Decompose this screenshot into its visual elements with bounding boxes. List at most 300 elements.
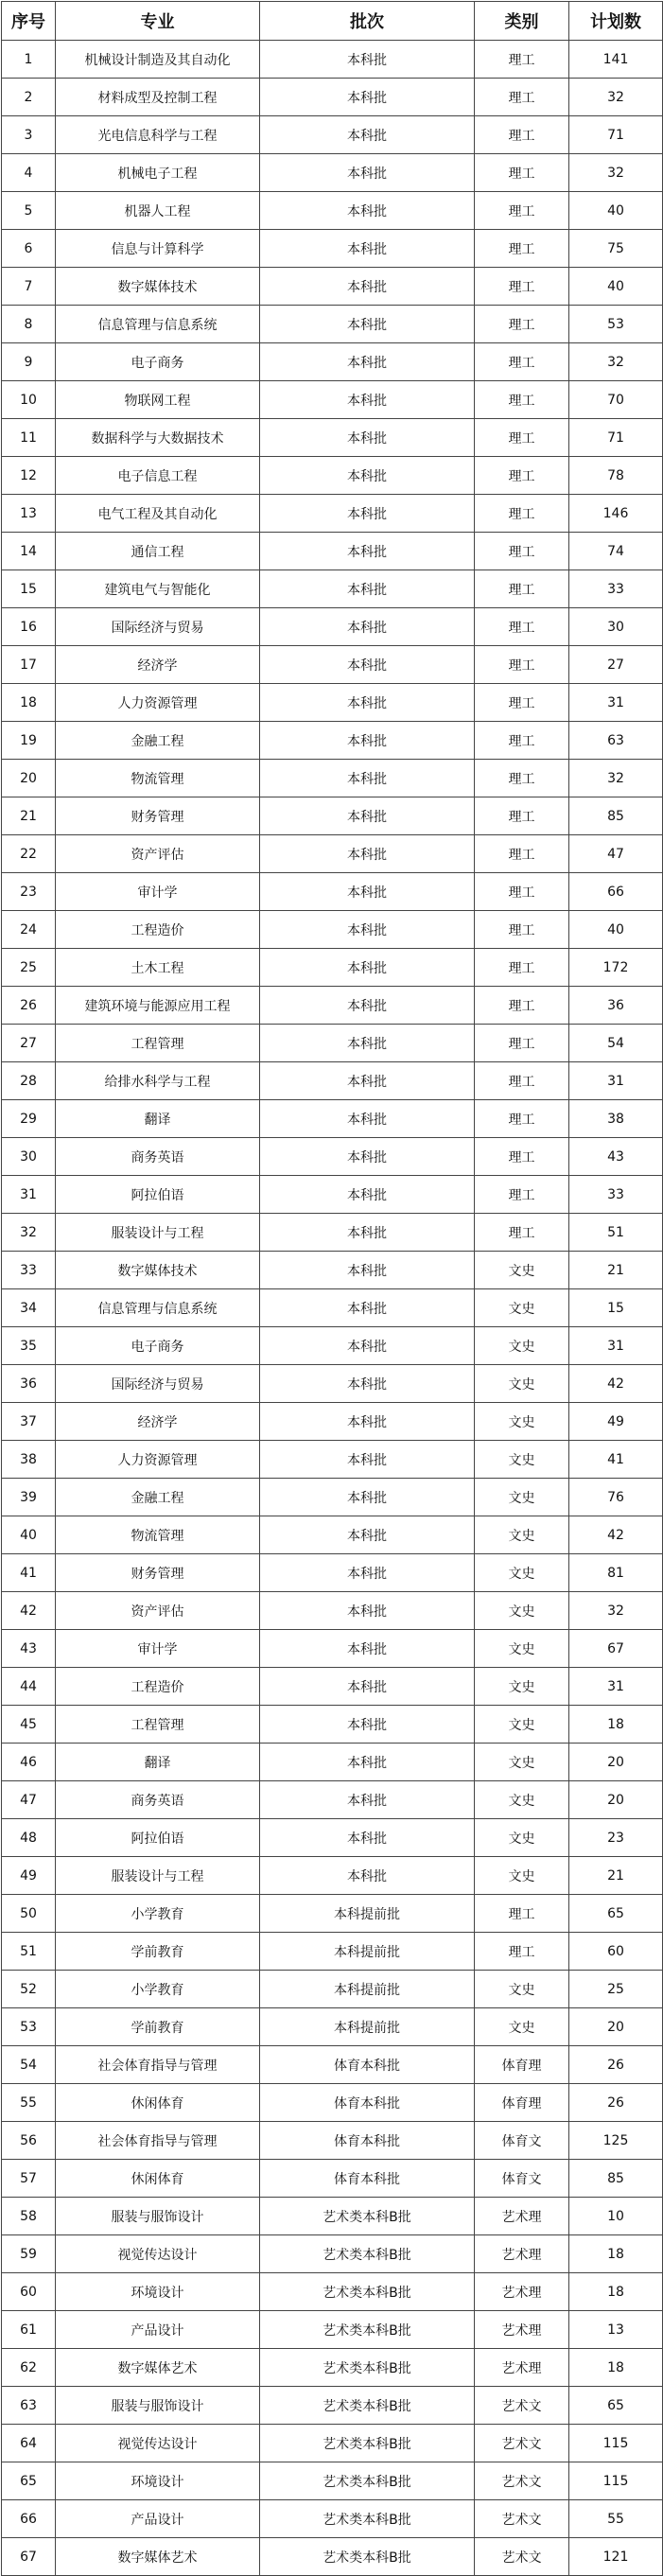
cell-plan-count: 85 xyxy=(569,2160,663,2198)
cell-index: 49 xyxy=(2,1857,56,1895)
cell-category: 文史 xyxy=(475,1744,569,1781)
header-row xyxy=(2,2,663,41)
cell-index: 19 xyxy=(2,722,56,760)
cell-plan-count: 60 xyxy=(569,1933,663,1971)
cell-plan-count: 67 xyxy=(569,1630,663,1668)
cell-index: 41 xyxy=(2,1554,56,1592)
cell-major: 学前教育 xyxy=(56,1933,260,1971)
cell-batch: 本科批 xyxy=(260,1100,475,1138)
cell-major: 阿拉伯语 xyxy=(56,1819,260,1857)
cell-batch: 本科批 xyxy=(260,1403,475,1441)
cell-major: 信息管理与信息系统 xyxy=(56,1289,260,1327)
cell-category: 理工 xyxy=(475,419,569,457)
table-row xyxy=(2,2008,663,2046)
cell-category: 理工 xyxy=(475,116,569,154)
table-row xyxy=(2,1744,663,1781)
cell-index: 26 xyxy=(2,987,56,1025)
cell-index: 20 xyxy=(2,760,56,797)
cell-category: 理工 xyxy=(475,533,569,570)
header-plan-count: 计划数 xyxy=(569,2,663,41)
cell-index: 42 xyxy=(2,1592,56,1630)
cell-category: 理工 xyxy=(475,495,569,533)
table-row xyxy=(2,2084,663,2122)
cell-category: 文史 xyxy=(475,1592,569,1630)
cell-major: 电子商务 xyxy=(56,1327,260,1365)
cell-batch: 本科批 xyxy=(260,873,475,911)
cell-plan-count: 146 xyxy=(569,495,663,533)
cell-plan-count: 63 xyxy=(569,722,663,760)
cell-index: 38 xyxy=(2,1441,56,1479)
table-row xyxy=(2,2198,663,2235)
cell-index: 12 xyxy=(2,457,56,495)
cell-category: 理工 xyxy=(475,79,569,116)
cell-index: 11 xyxy=(2,419,56,457)
cell-plan-count: 81 xyxy=(569,1554,663,1592)
table-row xyxy=(2,1289,663,1327)
table-row xyxy=(2,646,663,684)
cell-plan-count: 71 xyxy=(569,116,663,154)
table-row xyxy=(2,1025,663,1062)
cell-plan-count: 32 xyxy=(569,760,663,797)
table-row xyxy=(2,343,663,381)
cell-category: 文史 xyxy=(475,1971,569,2008)
header-major: 专业 xyxy=(56,2,260,41)
cell-batch: 本科批 xyxy=(260,949,475,987)
table-row xyxy=(2,1857,663,1895)
cell-plan-count: 32 xyxy=(569,343,663,381)
table-row xyxy=(2,1214,663,1252)
cell-category: 文史 xyxy=(475,1441,569,1479)
cell-plan-count: 18 xyxy=(569,2273,663,2311)
cell-category: 文史 xyxy=(475,1668,569,1706)
table-row xyxy=(2,495,663,533)
cell-batch: 艺术类本科B批 xyxy=(260,2538,475,2576)
cell-batch: 本科批 xyxy=(260,1252,475,1289)
cell-major: 光电信息科学与工程 xyxy=(56,116,260,154)
cell-major: 商务英语 xyxy=(56,1138,260,1176)
cell-major: 国际经济与贸易 xyxy=(56,1365,260,1403)
cell-category: 理工 xyxy=(475,306,569,343)
cell-index: 22 xyxy=(2,835,56,873)
cell-category: 文史 xyxy=(475,2008,569,2046)
cell-category: 文史 xyxy=(475,1516,569,1554)
cell-plan-count: 42 xyxy=(569,1365,663,1403)
cell-index: 39 xyxy=(2,1479,56,1516)
cell-batch: 本科批 xyxy=(260,41,475,79)
table-row xyxy=(2,1895,663,1933)
cell-major: 阿拉伯语 xyxy=(56,1176,260,1214)
cell-index: 51 xyxy=(2,1933,56,1971)
cell-index: 8 xyxy=(2,306,56,343)
cell-plan-count: 25 xyxy=(569,1971,663,2008)
cell-category: 文史 xyxy=(475,1630,569,1668)
cell-plan-count: 31 xyxy=(569,684,663,722)
table-row xyxy=(2,419,663,457)
table-row xyxy=(2,1933,663,1971)
cell-index: 57 xyxy=(2,2160,56,2198)
cell-batch: 艺术类本科B批 xyxy=(260,2500,475,2538)
cell-major: 建筑环境与能源应用工程 xyxy=(56,987,260,1025)
cell-category: 理工 xyxy=(475,1895,569,1933)
cell-plan-count: 36 xyxy=(569,987,663,1025)
cell-plan-count: 47 xyxy=(569,835,663,873)
cell-batch: 艺术类本科B批 xyxy=(260,2387,475,2425)
cell-category: 艺术文 xyxy=(475,2538,569,2576)
table-row xyxy=(2,2538,663,2576)
cell-category: 理工 xyxy=(475,268,569,306)
cell-plan-count: 26 xyxy=(569,2084,663,2122)
cell-major: 环境设计 xyxy=(56,2462,260,2500)
cell-index: 53 xyxy=(2,2008,56,2046)
cell-batch: 本科批 xyxy=(260,608,475,646)
cell-index: 13 xyxy=(2,495,56,533)
cell-major: 金融工程 xyxy=(56,1479,260,1516)
cell-major: 翻译 xyxy=(56,1100,260,1138)
table-body xyxy=(2,41,663,2576)
cell-batch: 本科批 xyxy=(260,343,475,381)
cell-category: 理工 xyxy=(475,1138,569,1176)
cell-plan-count: 43 xyxy=(569,1138,663,1176)
cell-index: 27 xyxy=(2,1025,56,1062)
cell-batch: 本科批 xyxy=(260,1365,475,1403)
table-row xyxy=(2,1252,663,1289)
table-row xyxy=(2,2349,663,2387)
cell-major: 服装设计与工程 xyxy=(56,1857,260,1895)
table-row xyxy=(2,230,663,268)
cell-batch: 本科批 xyxy=(260,646,475,684)
cell-plan-count: 10 xyxy=(569,2198,663,2235)
cell-batch: 本科批 xyxy=(260,306,475,343)
cell-index: 31 xyxy=(2,1176,56,1214)
table-row xyxy=(2,2273,663,2311)
table-row xyxy=(2,306,663,343)
cell-batch: 本科批 xyxy=(260,230,475,268)
cell-major: 视觉传达设计 xyxy=(56,2235,260,2273)
table-row xyxy=(2,1554,663,1592)
cell-plan-count: 20 xyxy=(569,2008,663,2046)
cell-category: 理工 xyxy=(475,722,569,760)
table-row xyxy=(2,873,663,911)
cell-batch: 本科批 xyxy=(260,1176,475,1214)
cell-index: 15 xyxy=(2,570,56,608)
cell-batch: 本科批 xyxy=(260,268,475,306)
table-row xyxy=(2,457,663,495)
cell-batch: 本科批 xyxy=(260,419,475,457)
cell-batch: 艺术类本科B批 xyxy=(260,2198,475,2235)
cell-plan-count: 41 xyxy=(569,1441,663,1479)
cell-index: 55 xyxy=(2,2084,56,2122)
cell-batch: 本科批 xyxy=(260,1630,475,1668)
cell-batch: 本科提前批 xyxy=(260,2008,475,2046)
cell-category: 文史 xyxy=(475,1857,569,1895)
cell-major: 工程造价 xyxy=(56,911,260,949)
cell-batch: 艺术类本科B批 xyxy=(260,2425,475,2462)
cell-plan-count: 66 xyxy=(569,873,663,911)
table-row xyxy=(2,797,663,835)
cell-index: 62 xyxy=(2,2349,56,2387)
cell-major: 服装设计与工程 xyxy=(56,1214,260,1252)
cell-plan-count: 23 xyxy=(569,1819,663,1857)
cell-plan-count: 40 xyxy=(569,911,663,949)
cell-category: 理工 xyxy=(475,987,569,1025)
cell-plan-count: 172 xyxy=(569,949,663,987)
cell-plan-count: 21 xyxy=(569,1252,663,1289)
cell-plan-count: 55 xyxy=(569,2500,663,2538)
cell-major: 小学教育 xyxy=(56,1971,260,2008)
cell-batch: 本科批 xyxy=(260,1668,475,1706)
cell-index: 5 xyxy=(2,192,56,230)
cell-category: 文史 xyxy=(475,1554,569,1592)
cell-major: 资产评估 xyxy=(56,835,260,873)
cell-batch: 本科批 xyxy=(260,495,475,533)
cell-batch: 本科批 xyxy=(260,1062,475,1100)
cell-plan-count: 32 xyxy=(569,1592,663,1630)
cell-index: 25 xyxy=(2,949,56,987)
cell-batch: 本科提前批 xyxy=(260,1895,475,1933)
cell-index: 60 xyxy=(2,2273,56,2311)
cell-batch: 本科批 xyxy=(260,835,475,873)
cell-category: 理工 xyxy=(475,873,569,911)
cell-category: 理工 xyxy=(475,41,569,79)
cell-major: 信息管理与信息系统 xyxy=(56,306,260,343)
cell-index: 54 xyxy=(2,2046,56,2084)
cell-batch: 本科批 xyxy=(260,1857,475,1895)
cell-plan-count: 40 xyxy=(569,268,663,306)
cell-index: 40 xyxy=(2,1516,56,1554)
table-row xyxy=(2,192,663,230)
cell-plan-count: 30 xyxy=(569,608,663,646)
cell-plan-count: 18 xyxy=(569,2235,663,2273)
cell-index: 36 xyxy=(2,1365,56,1403)
table-row xyxy=(2,2311,663,2349)
cell-major: 数字媒体技术 xyxy=(56,268,260,306)
cell-plan-count: 32 xyxy=(569,79,663,116)
table-row xyxy=(2,608,663,646)
cell-index: 21 xyxy=(2,797,56,835)
cell-major: 人力资源管理 xyxy=(56,684,260,722)
cell-major: 给排水科学与工程 xyxy=(56,1062,260,1100)
table-row xyxy=(2,79,663,116)
cell-category: 理工 xyxy=(475,1176,569,1214)
cell-index: 50 xyxy=(2,1895,56,1933)
cell-major: 物流管理 xyxy=(56,1516,260,1554)
cell-batch: 本科批 xyxy=(260,192,475,230)
cell-plan-count: 31 xyxy=(569,1668,663,1706)
table-row xyxy=(2,154,663,192)
cell-major: 审计学 xyxy=(56,1630,260,1668)
cell-index: 44 xyxy=(2,1668,56,1706)
cell-major: 审计学 xyxy=(56,873,260,911)
table-row xyxy=(2,533,663,570)
table-row xyxy=(2,987,663,1025)
table-row xyxy=(2,2500,663,2538)
header-index: 序号 xyxy=(2,2,56,41)
cell-plan-count: 18 xyxy=(569,2349,663,2387)
cell-plan-count: 125 xyxy=(569,2122,663,2160)
cell-category: 理工 xyxy=(475,1933,569,1971)
cell-major: 工程管理 xyxy=(56,1706,260,1744)
cell-index: 29 xyxy=(2,1100,56,1138)
cell-batch: 本科提前批 xyxy=(260,1971,475,2008)
cell-batch: 本科提前批 xyxy=(260,1933,475,1971)
cell-category: 理工 xyxy=(475,230,569,268)
cell-index: 58 xyxy=(2,2198,56,2235)
cell-index: 30 xyxy=(2,1138,56,1176)
table-row xyxy=(2,1479,663,1516)
cell-index: 10 xyxy=(2,381,56,419)
cell-major: 环境设计 xyxy=(56,2273,260,2311)
table-row xyxy=(2,268,663,306)
table-row xyxy=(2,949,663,987)
cell-major: 商务英语 xyxy=(56,1781,260,1819)
cell-major: 工程造价 xyxy=(56,1668,260,1706)
cell-category: 理工 xyxy=(475,608,569,646)
cell-plan-count: 20 xyxy=(569,1744,663,1781)
table-row xyxy=(2,911,663,949)
cell-plan-count: 70 xyxy=(569,381,663,419)
cell-category: 艺术文 xyxy=(475,2462,569,2500)
cell-major: 休闲体育 xyxy=(56,2160,260,2198)
cell-plan-count: 115 xyxy=(569,2462,663,2500)
cell-plan-count: 18 xyxy=(569,1706,663,1744)
cell-category: 理工 xyxy=(475,684,569,722)
table-row xyxy=(2,1592,663,1630)
cell-plan-count: 27 xyxy=(569,646,663,684)
cell-index: 23 xyxy=(2,873,56,911)
cell-major: 数字媒体艺术 xyxy=(56,2538,260,2576)
cell-batch: 本科批 xyxy=(260,1744,475,1781)
cell-major: 经济学 xyxy=(56,646,260,684)
cell-batch: 本科批 xyxy=(260,1289,475,1327)
cell-index: 43 xyxy=(2,1630,56,1668)
cell-category: 体育文 xyxy=(475,2122,569,2160)
header-category: 类别 xyxy=(475,2,569,41)
cell-category: 艺术文 xyxy=(475,2387,569,2425)
table-row xyxy=(2,1327,663,1365)
cell-major: 服装与服饰设计 xyxy=(56,2198,260,2235)
table-row xyxy=(2,2235,663,2273)
cell-major: 金融工程 xyxy=(56,722,260,760)
cell-category: 艺术理 xyxy=(475,2349,569,2387)
cell-plan-count: 121 xyxy=(569,2538,663,2576)
cell-major: 材料成型及控制工程 xyxy=(56,79,260,116)
cell-index: 61 xyxy=(2,2311,56,2349)
table-row xyxy=(2,1062,663,1100)
cell-category: 理工 xyxy=(475,381,569,419)
cell-index: 67 xyxy=(2,2538,56,2576)
table-row xyxy=(2,2425,663,2462)
cell-batch: 艺术类本科B批 xyxy=(260,2273,475,2311)
cell-major: 国际经济与贸易 xyxy=(56,608,260,646)
cell-category: 体育文 xyxy=(475,2160,569,2198)
cell-category: 理工 xyxy=(475,1100,569,1138)
cell-major: 产品设计 xyxy=(56,2311,260,2349)
cell-batch: 本科批 xyxy=(260,570,475,608)
cell-category: 文史 xyxy=(475,1327,569,1365)
cell-plan-count: 38 xyxy=(569,1100,663,1138)
cell-index: 33 xyxy=(2,1252,56,1289)
cell-major: 小学教育 xyxy=(56,1895,260,1933)
table-row xyxy=(2,1668,663,1706)
cell-index: 63 xyxy=(2,2387,56,2425)
table-row xyxy=(2,1971,663,2008)
table-row xyxy=(2,1100,663,1138)
cell-batch: 本科批 xyxy=(260,1479,475,1516)
cell-category: 体育理 xyxy=(475,2084,569,2122)
table-row xyxy=(2,116,663,154)
cell-category: 文史 xyxy=(475,1289,569,1327)
cell-plan-count: 51 xyxy=(569,1214,663,1252)
cell-plan-count: 65 xyxy=(569,2387,663,2425)
cell-index: 66 xyxy=(2,2500,56,2538)
cell-category: 文史 xyxy=(475,1365,569,1403)
cell-batch: 艺术类本科B批 xyxy=(260,2311,475,2349)
cell-category: 体育理 xyxy=(475,2046,569,2084)
cell-index: 28 xyxy=(2,1062,56,1100)
table-row xyxy=(2,684,663,722)
cell-category: 理工 xyxy=(475,343,569,381)
cell-index: 16 xyxy=(2,608,56,646)
cell-major: 数字媒体艺术 xyxy=(56,2349,260,2387)
cell-plan-count: 71 xyxy=(569,419,663,457)
cell-major: 数字媒体技术 xyxy=(56,1252,260,1289)
cell-plan-count: 42 xyxy=(569,1516,663,1554)
cell-category: 理工 xyxy=(475,1025,569,1062)
cell-index: 2 xyxy=(2,79,56,116)
cell-batch: 本科批 xyxy=(260,1592,475,1630)
cell-index: 4 xyxy=(2,154,56,192)
table-row xyxy=(2,1819,663,1857)
cell-batch: 本科批 xyxy=(260,116,475,154)
cell-plan-count: 65 xyxy=(569,1895,663,1933)
cell-major: 物联网工程 xyxy=(56,381,260,419)
cell-category: 艺术文 xyxy=(475,2425,569,2462)
table-row xyxy=(2,1138,663,1176)
cell-batch: 本科批 xyxy=(260,1516,475,1554)
cell-index: 9 xyxy=(2,343,56,381)
cell-batch: 本科批 xyxy=(260,1554,475,1592)
cell-major: 物流管理 xyxy=(56,760,260,797)
cell-batch: 本科批 xyxy=(260,1819,475,1857)
cell-batch: 本科批 xyxy=(260,722,475,760)
table-row xyxy=(2,722,663,760)
cell-plan-count: 13 xyxy=(569,2311,663,2349)
table-row xyxy=(2,41,663,79)
cell-major: 学前教育 xyxy=(56,2008,260,2046)
cell-plan-count: 15 xyxy=(569,1289,663,1327)
table-row xyxy=(2,1630,663,1668)
cell-batch: 体育本科批 xyxy=(260,2046,475,2084)
cell-major: 资产评估 xyxy=(56,1592,260,1630)
cell-major: 机器人工程 xyxy=(56,192,260,230)
cell-plan-count: 31 xyxy=(569,1062,663,1100)
cell-major: 财务管理 xyxy=(56,797,260,835)
cell-index: 14 xyxy=(2,533,56,570)
table-row xyxy=(2,1516,663,1554)
cell-index: 52 xyxy=(2,1971,56,2008)
cell-major: 电子商务 xyxy=(56,343,260,381)
enrollment-plan-table xyxy=(1,1,663,2576)
table-row xyxy=(2,2462,663,2500)
cell-plan-count: 53 xyxy=(569,306,663,343)
cell-category: 艺术文 xyxy=(475,2500,569,2538)
cell-category: 理工 xyxy=(475,154,569,192)
cell-plan-count: 21 xyxy=(569,1857,663,1895)
cell-category: 艺术理 xyxy=(475,2273,569,2311)
cell-major: 财务管理 xyxy=(56,1554,260,1592)
cell-major: 社会体育指导与管理 xyxy=(56,2046,260,2084)
cell-batch: 本科批 xyxy=(260,533,475,570)
